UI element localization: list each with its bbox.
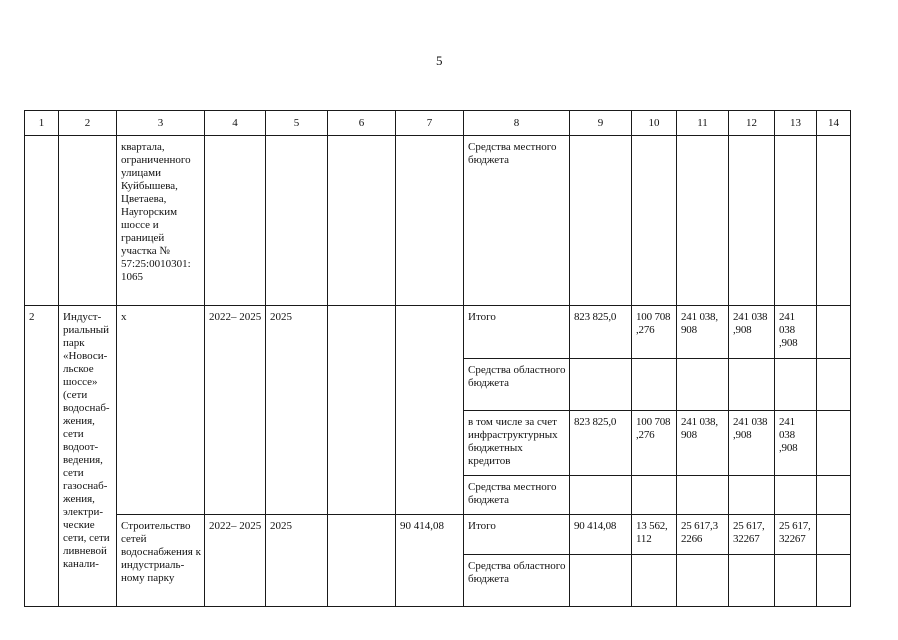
- col-header: 11: [677, 111, 729, 136]
- col-header: 2: [59, 111, 117, 136]
- amount-cell: 25 617, 32267: [729, 515, 775, 555]
- amount-cell: 241 038 ,908: [729, 411, 775, 476]
- funding-source-cell: Средства местного бюджета: [464, 476, 570, 515]
- amount-cell: 100 708 ,276: [632, 411, 677, 476]
- funding-source-cell: Итого: [464, 306, 570, 359]
- item-end-year-cell: 2025: [266, 306, 328, 515]
- funding-source-cell: Итого: [464, 515, 570, 555]
- col-header: 6: [328, 111, 396, 136]
- col-header: 9: [570, 111, 632, 136]
- table-row: [25, 306, 851, 359]
- amount-cell: 241 038, 908: [677, 306, 729, 359]
- amount-cell: 823 825,0: [570, 306, 632, 359]
- sub-item-end-year-cell: 2025: [266, 515, 328, 607]
- col-header: 13: [775, 111, 817, 136]
- budget-table: [24, 110, 851, 607]
- table-row: [25, 515, 851, 555]
- amount-cell: 100 708 ,276: [632, 306, 677, 359]
- header-row: [25, 111, 851, 136]
- col-header: 8: [464, 111, 570, 136]
- amount-cell: 241 038 ,908: [775, 411, 817, 476]
- amount-cell: 823 825,0: [570, 411, 632, 476]
- col-header: 4: [205, 111, 266, 136]
- funding-source-cell: Средства областного бюджета: [464, 359, 570, 411]
- funding-source-cell: в том числе за счет инфраструктурных бюджетных кредитов: [464, 411, 570, 476]
- amount-cell: 25 617,3 2266: [677, 515, 729, 555]
- funding-source-cell: Средства областного бюджета: [464, 555, 570, 607]
- sub-item-years-cell: 2022– 2025: [205, 515, 266, 607]
- object-name-cell: квартала, ограниченного улицами Куйбышева, Цветаева, Наугорским шоссе и границей участка № 57:25:0010301: 1065: [117, 136, 205, 306]
- col-header: 14: [817, 111, 851, 136]
- table-row: [25, 136, 851, 306]
- item-col3-cell: х: [117, 306, 205, 515]
- col-header: 10: [632, 111, 677, 136]
- col-header: 1: [25, 111, 59, 136]
- amount-cell: 241 038 ,908: [729, 306, 775, 359]
- funding-source-cell: Средства местного бюджета: [464, 136, 570, 306]
- amount-cell: 25 617, 32267: [775, 515, 817, 555]
- col-header: 7: [396, 111, 464, 136]
- col-header: 5: [266, 111, 328, 136]
- amount-cell: 241 038, 908: [677, 411, 729, 476]
- item-number-cell: 2: [25, 306, 59, 607]
- item-years-cell: 2022– 2025: [205, 306, 266, 515]
- amount-cell: 90 414,08: [396, 515, 464, 607]
- col-header: 12: [729, 111, 775, 136]
- item-name-cell: Индуст-риальный парк «Новоси-льское шоссе» (сети водоснаб-жения, сети водоот-ведения, сети газоснаб-жения, электри-ческие сети, сети ливневой канали-: [59, 306, 117, 607]
- amount-cell: 13 562, 112: [632, 515, 677, 555]
- col-header: 3: [117, 111, 205, 136]
- amount-cell: 90 414,08: [570, 515, 632, 555]
- sub-item-name-cell: Строительство сетей водоснабжения к индустриаль-ному парку: [117, 515, 205, 607]
- amount-cell: 241 038 ,908: [775, 306, 817, 359]
- page-number: 5: [436, 53, 443, 68]
